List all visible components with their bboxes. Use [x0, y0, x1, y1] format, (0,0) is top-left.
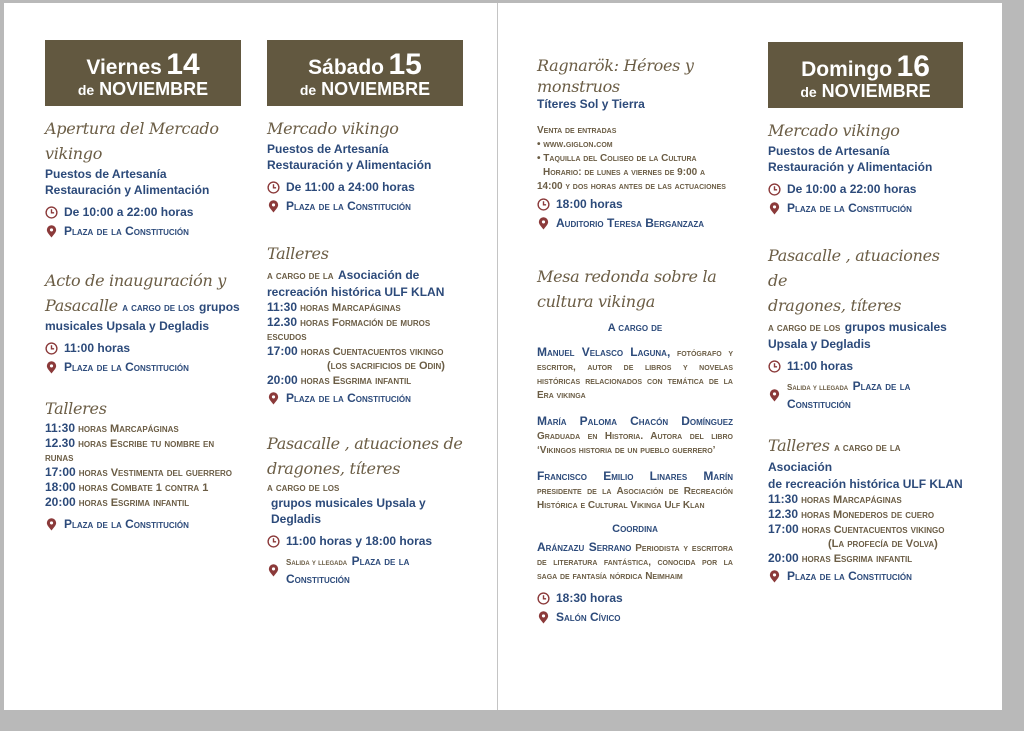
cargo-text: a cargo de la	[834, 442, 901, 454]
group-text: grupos musicales	[844, 320, 947, 334]
event-title: Pasacalle	[45, 296, 118, 315]
clock-icon	[267, 181, 280, 194]
column-domingo	[768, 42, 963, 605]
ws-name: Cuentacuentos vikingo	[332, 346, 444, 358]
ws-name: Combate 1 contra 1	[110, 482, 209, 494]
coordina-heading: Coordina	[612, 523, 658, 535]
speaker-name: Francisco Emilio Linares Marín	[537, 469, 733, 483]
event-title: Acto de inauguración y	[45, 271, 227, 290]
workshop-list	[45, 421, 241, 510]
cargo-text: a cargo de los	[768, 322, 841, 334]
event-title: cultura vikinga	[537, 292, 655, 311]
month: NOVIEMBRE	[821, 81, 931, 101]
ticket-office: • Taquilla del Coliseo de la Cultura	[537, 153, 697, 164]
clock-icon	[45, 342, 58, 355]
ws-name: Marcapáginas	[110, 423, 179, 435]
horas: horas	[300, 317, 329, 329]
event-time: 18:00 horas	[556, 197, 623, 211]
event-place: Plaza de la Constitución	[286, 199, 411, 213]
ws-name: Formación de muros escudos	[267, 317, 431, 343]
clock-icon	[768, 360, 781, 373]
event-title: Mercado vikingo	[768, 121, 900, 140]
event-place: Plaza de la Constitución	[787, 569, 912, 583]
location-pin-icon	[45, 225, 58, 238]
salida-text: Salida y llegada	[787, 383, 849, 392]
hours-line: Horario: de lunes a viernes de 9:00 a	[543, 167, 706, 178]
ws-time: 20:00	[45, 495, 76, 509]
event-pasacalle	[768, 243, 963, 413]
cargo-text: a cargo de la	[267, 270, 334, 282]
event-title: Mesa redonda sobre la	[537, 267, 717, 286]
event-place: Plaza de la Constitución	[64, 517, 189, 531]
ws-time: 12.30	[267, 315, 298, 329]
event-time: 18:30 horas	[556, 591, 623, 605]
event-talleres	[768, 433, 963, 585]
event-place: Plaza de la Constitución	[64, 224, 189, 238]
event-line: Restauración y Alimentación	[45, 183, 210, 197]
event-subtitle: Títeres Sol y Tierra	[537, 97, 645, 111]
location-pin-icon	[267, 200, 280, 213]
day-number: 15	[388, 48, 422, 81]
horas: horas	[801, 509, 830, 521]
location-pin-icon	[537, 611, 550, 624]
horas: horas	[78, 497, 108, 509]
event-line: Puestos de Artesanía	[267, 142, 389, 156]
ws-name: Marcapáginas	[332, 302, 401, 314]
de: de	[77, 82, 95, 98]
location-pin-icon	[45, 518, 58, 531]
speaker-name: Aránzazu Serrano	[537, 540, 632, 554]
event-mercado	[768, 118, 963, 217]
event-place: Plaza de la Constitución	[787, 379, 911, 411]
ws-subtitle: (los sacrificios de Odin)	[327, 360, 445, 372]
ws-time: 17:00	[768, 522, 799, 536]
speaker-desc: fotógrafo y escritor, autor de libros y novelas históricas relacionados con temática de la Era vikinga	[537, 348, 733, 401]
ws-name: Esgrima infantil	[110, 497, 190, 509]
cargo-text: a cargo de los	[122, 302, 195, 314]
clock-icon	[537, 592, 550, 605]
event-title: Pasacalle , atuaciones de	[267, 434, 463, 453]
ws-time: 11:30	[267, 300, 298, 314]
cargo-heading: A cargo de	[607, 322, 663, 334]
org-text: Asociación	[768, 460, 833, 474]
ws-time: 20:00	[267, 373, 298, 387]
event-talleres	[267, 241, 463, 407]
event-place: Salón Cívico	[556, 610, 621, 624]
cargo-text: a cargo de los	[267, 482, 340, 494]
location-pin-icon	[267, 392, 280, 405]
horas: horas	[801, 524, 831, 536]
speaker-desc: Graduada en Historia. Autora del libro ‘Vikingos historia de un pueblo guerrero’	[537, 431, 733, 456]
weekday: Sábado	[308, 56, 385, 79]
event-title: Talleres	[267, 244, 329, 263]
clock-icon	[267, 535, 280, 548]
org-text: recreación histórica ULF KLAN	[267, 285, 445, 299]
event-title: monstruos	[537, 77, 620, 96]
event-line: Puestos de Artesanía	[45, 167, 167, 181]
column-viernes	[45, 40, 241, 553]
group-text: grupos musicales Upsala y Degladis	[271, 496, 426, 526]
location-pin-icon	[537, 217, 550, 230]
day-number: 14	[166, 48, 200, 81]
speaker-name: María Paloma Chacón Domínguez	[537, 414, 733, 428]
clock-icon	[768, 183, 781, 196]
event-title: Ragnarök: Héroes y	[537, 56, 694, 75]
page-fold-line	[497, 3, 498, 710]
org-text: Asociación de	[337, 268, 420, 282]
hours-line: 14:00 y dos horas antes de las actuaciones	[537, 181, 726, 192]
ws-name: Marcapáginas	[833, 494, 902, 506]
event-mercado	[267, 116, 463, 215]
ws-time: 12.30	[768, 507, 799, 521]
ws-name: Esgrima infantil	[833, 553, 913, 565]
speaker-desc: presidente de la Asociación de Recreación Histórica e Cultural Vikinga Ulf Klan	[537, 486, 733, 511]
org-text: de recreación histórica ULF KLAN	[768, 477, 963, 491]
event-title: Apertura del Mercado vikingo	[45, 119, 219, 163]
event-time: De 11:00 a 24:00 horas	[286, 180, 415, 194]
horas: horas	[300, 346, 330, 358]
location-pin-icon	[45, 361, 58, 374]
event-apertura	[45, 116, 241, 240]
brochure-page	[4, 3, 1002, 710]
event-mesa-redonda	[537, 264, 733, 626]
workshop-list	[267, 300, 463, 388]
event-time: De 10:00 a 22:00 horas	[64, 205, 194, 219]
event-pasacalle	[267, 431, 463, 588]
ws-time: 18:00	[45, 480, 76, 494]
day-header-sabado	[267, 40, 463, 106]
event-title: Pasacalle , atuaciones de	[768, 246, 940, 290]
horas: horas	[78, 482, 108, 494]
event-title: Mercado vikingo	[267, 119, 399, 138]
month: NOVIEMBRE	[99, 79, 209, 99]
event-title: dragones, títeres	[768, 296, 902, 315]
month: NOVIEMBRE	[321, 79, 431, 99]
location-pin-icon	[768, 202, 781, 215]
speaker-desc: Periodista y escritora de literatura fantástica, conocida por la saga de fantasía nórdica Neimhaim	[537, 543, 733, 582]
speaker-name: Manuel Velasco Laguna,	[537, 345, 671, 359]
de: de	[800, 84, 817, 100]
event-time: 11:00 horas	[64, 341, 131, 355]
venta-label: Venta de entradas	[537, 125, 617, 136]
event-time: De 10:00 a 22:00 horas	[787, 182, 917, 196]
ws-name: Esgrima infantil	[332, 375, 412, 387]
ws-name: Monederos de cuero	[833, 509, 935, 521]
group-text: grupos	[199, 300, 240, 314]
salida-text: Salida y llegada	[286, 558, 348, 567]
ws-subtitle: (La profecía de Volva)	[828, 538, 938, 550]
ws-name: Escribe tu nombre en runas	[45, 438, 215, 464]
event-time: 11:00 horas y 18:00 horas	[286, 534, 433, 548]
location-pin-icon	[768, 570, 781, 583]
event-place: Plaza de la Constitución	[286, 554, 410, 586]
workshop-list	[768, 492, 963, 566]
horas: horas	[78, 467, 108, 479]
event-place: Plaza de la Constitución	[64, 360, 189, 374]
event-inauguracion	[45, 268, 241, 376]
location-pin-icon	[768, 389, 781, 402]
event-title: dragones, títeres	[267, 459, 401, 478]
ws-name: Cuentacuentos vikingo	[833, 524, 945, 536]
horas: horas	[78, 438, 107, 450]
de: de	[299, 82, 317, 98]
ws-name: Vestimenta del guerrero	[110, 467, 233, 479]
column-sabado-cont	[537, 53, 733, 646]
event-line: Puestos de Artesanía	[768, 144, 890, 158]
ticket-info	[537, 124, 733, 194]
day-header-viernes	[45, 40, 241, 106]
event-title: Talleres	[768, 436, 830, 455]
ws-time: 11:30	[45, 421, 76, 435]
ws-time: 12.30	[45, 436, 76, 450]
ws-time: 17:00	[267, 344, 298, 358]
horas: horas	[801, 553, 831, 565]
event-place: Auditorio Teresa Berganzaza	[556, 216, 705, 230]
horas: horas	[300, 302, 329, 314]
event-ragnarok	[537, 53, 733, 232]
horas: horas	[801, 494, 830, 506]
horas: horas	[300, 375, 330, 387]
ws-time: 11:30	[768, 492, 799, 506]
event-talleres	[45, 396, 241, 533]
group-text: musicales Upsala y Degladis	[45, 319, 210, 333]
group-text: Upsala y Degladis	[768, 337, 871, 351]
ticket-web: • www.giglon.com	[537, 139, 613, 150]
event-place: Plaza de la Constitución	[787, 201, 912, 215]
event-place: Plaza de la Constitución	[286, 391, 411, 405]
location-pin-icon	[267, 564, 280, 577]
horas: horas	[78, 423, 107, 435]
event-line: Restauración y Alimentación	[768, 160, 933, 174]
ws-time: 20:00	[768, 551, 799, 565]
day-header-domingo	[768, 42, 963, 108]
event-line: Restauración y Alimentación	[267, 158, 432, 172]
weekday: Domingo	[801, 58, 893, 81]
event-time: 11:00 horas	[787, 359, 854, 373]
ws-time: 17:00	[45, 465, 76, 479]
clock-icon	[537, 198, 550, 211]
day-number: 16	[896, 50, 930, 83]
event-title: Talleres	[45, 399, 107, 418]
clock-icon	[45, 206, 58, 219]
weekday: Viernes	[86, 56, 162, 79]
column-sabado	[267, 40, 463, 608]
